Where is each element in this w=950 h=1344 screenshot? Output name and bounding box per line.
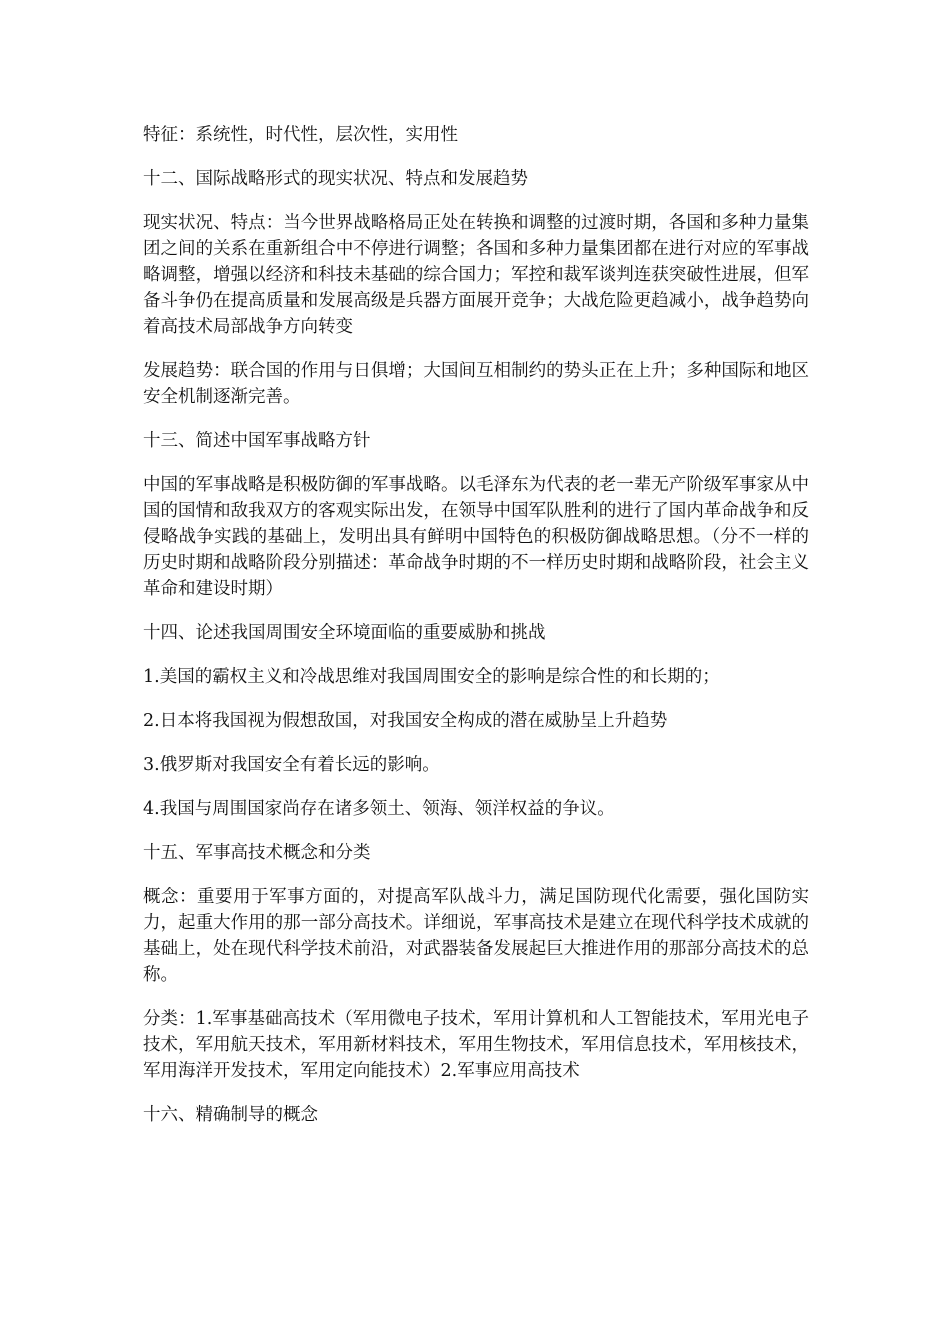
paragraph-features: 特征：系统性，时代性，层次性，实用性 bbox=[143, 125, 458, 145]
list-item-threat-1: 1.美国的霸权主义和冷战思维对我国周围安全的影响是综合性的和长期的； bbox=[143, 667, 720, 687]
list-item-threat-2: 2.日本将我国视为假想敌国，对我国安全构成的潜在威胁呈上升趋势 bbox=[143, 711, 668, 731]
heading-section-16: 十六、精确制导的概念 bbox=[143, 1105, 318, 1125]
paragraph-classification: 分类：1.军事基础高技术（军用微电子技术，军用计算机和人工智能技术，军用光电子技术，军用航天技术，军用新材料技术，军用生物技术，军用信息技术，军用核技术，军用海洋开发技术，军用定向能技术）2.军事应用高技术 bbox=[143, 1009, 809, 1081]
heading-section-14: 十四、论述我国周围安全环境面临的重要威胁和挑战 bbox=[143, 623, 546, 643]
heading-section-13: 十三、简述中国军事战略方针 bbox=[143, 431, 371, 451]
paragraph-military-strategy: 中国的军事战略是积极防御的军事战略。以毛泽东为代表的老一辈无产阶级军事家从中国的国情和敌我双方的客观实际出发，在领导中国军队胜利的进行了国内革命战争和反侵略战争实践的基础上，发明出具有鲜明中国特色的积极防御战略思想。（分不一样的历史时期和战略阶段分别描述：革命战争时期的不一样历史时期和战略阶段，社会主义革命和建设时期） bbox=[143, 475, 809, 599]
document-body bbox=[143, 122, 809, 1146]
paragraph-concept: 概念：重要用于军事方面的，对提高军队战斗力，满足国防现代化需要，强化国防实力，起重大作用的那一部分高技术。详细说，军事高技术是建立在现代科学技术成就的基础上，处在现代科学技术前沿，对武器装备发展起巨大推进作用的那部分高技术的总称。 bbox=[143, 887, 809, 985]
paragraph-current-situation: 现实状况、特点：当今世界战略格局正处在转换和调整的过渡时期，各国和多种力量集团之间的关系在重新组合中不停进行调整；各国和多种力量集团都在进行对应的军事战略调整，增强以经济和科技未基础的综合国力；军控和裁军谈判连获突破性进展，但军备斗争仍在提高质量和发展高级是兵器方面展开竞争；大战危险更趋减小，战争趋势向着高技术局部战争方向转变 bbox=[143, 213, 809, 337]
paragraph-development-trend: 发展趋势：联合国的作用与日俱增；大国间互相制约的势头正在上升；多种国际和地区安全机制逐渐完善。 bbox=[143, 361, 809, 407]
list-item-threat-4: 4.我国与周围国家尚存在诸多领土、领海、领洋权益的争议。 bbox=[143, 799, 615, 819]
heading-section-12: 十二、国际战略形式的现实状况、特点和发展趋势 bbox=[143, 169, 528, 189]
list-item-threat-3: 3.俄罗斯对我国安全有着长远的影响。 bbox=[143, 755, 440, 775]
heading-section-15: 十五、军事高技术概念和分类 bbox=[143, 843, 371, 863]
